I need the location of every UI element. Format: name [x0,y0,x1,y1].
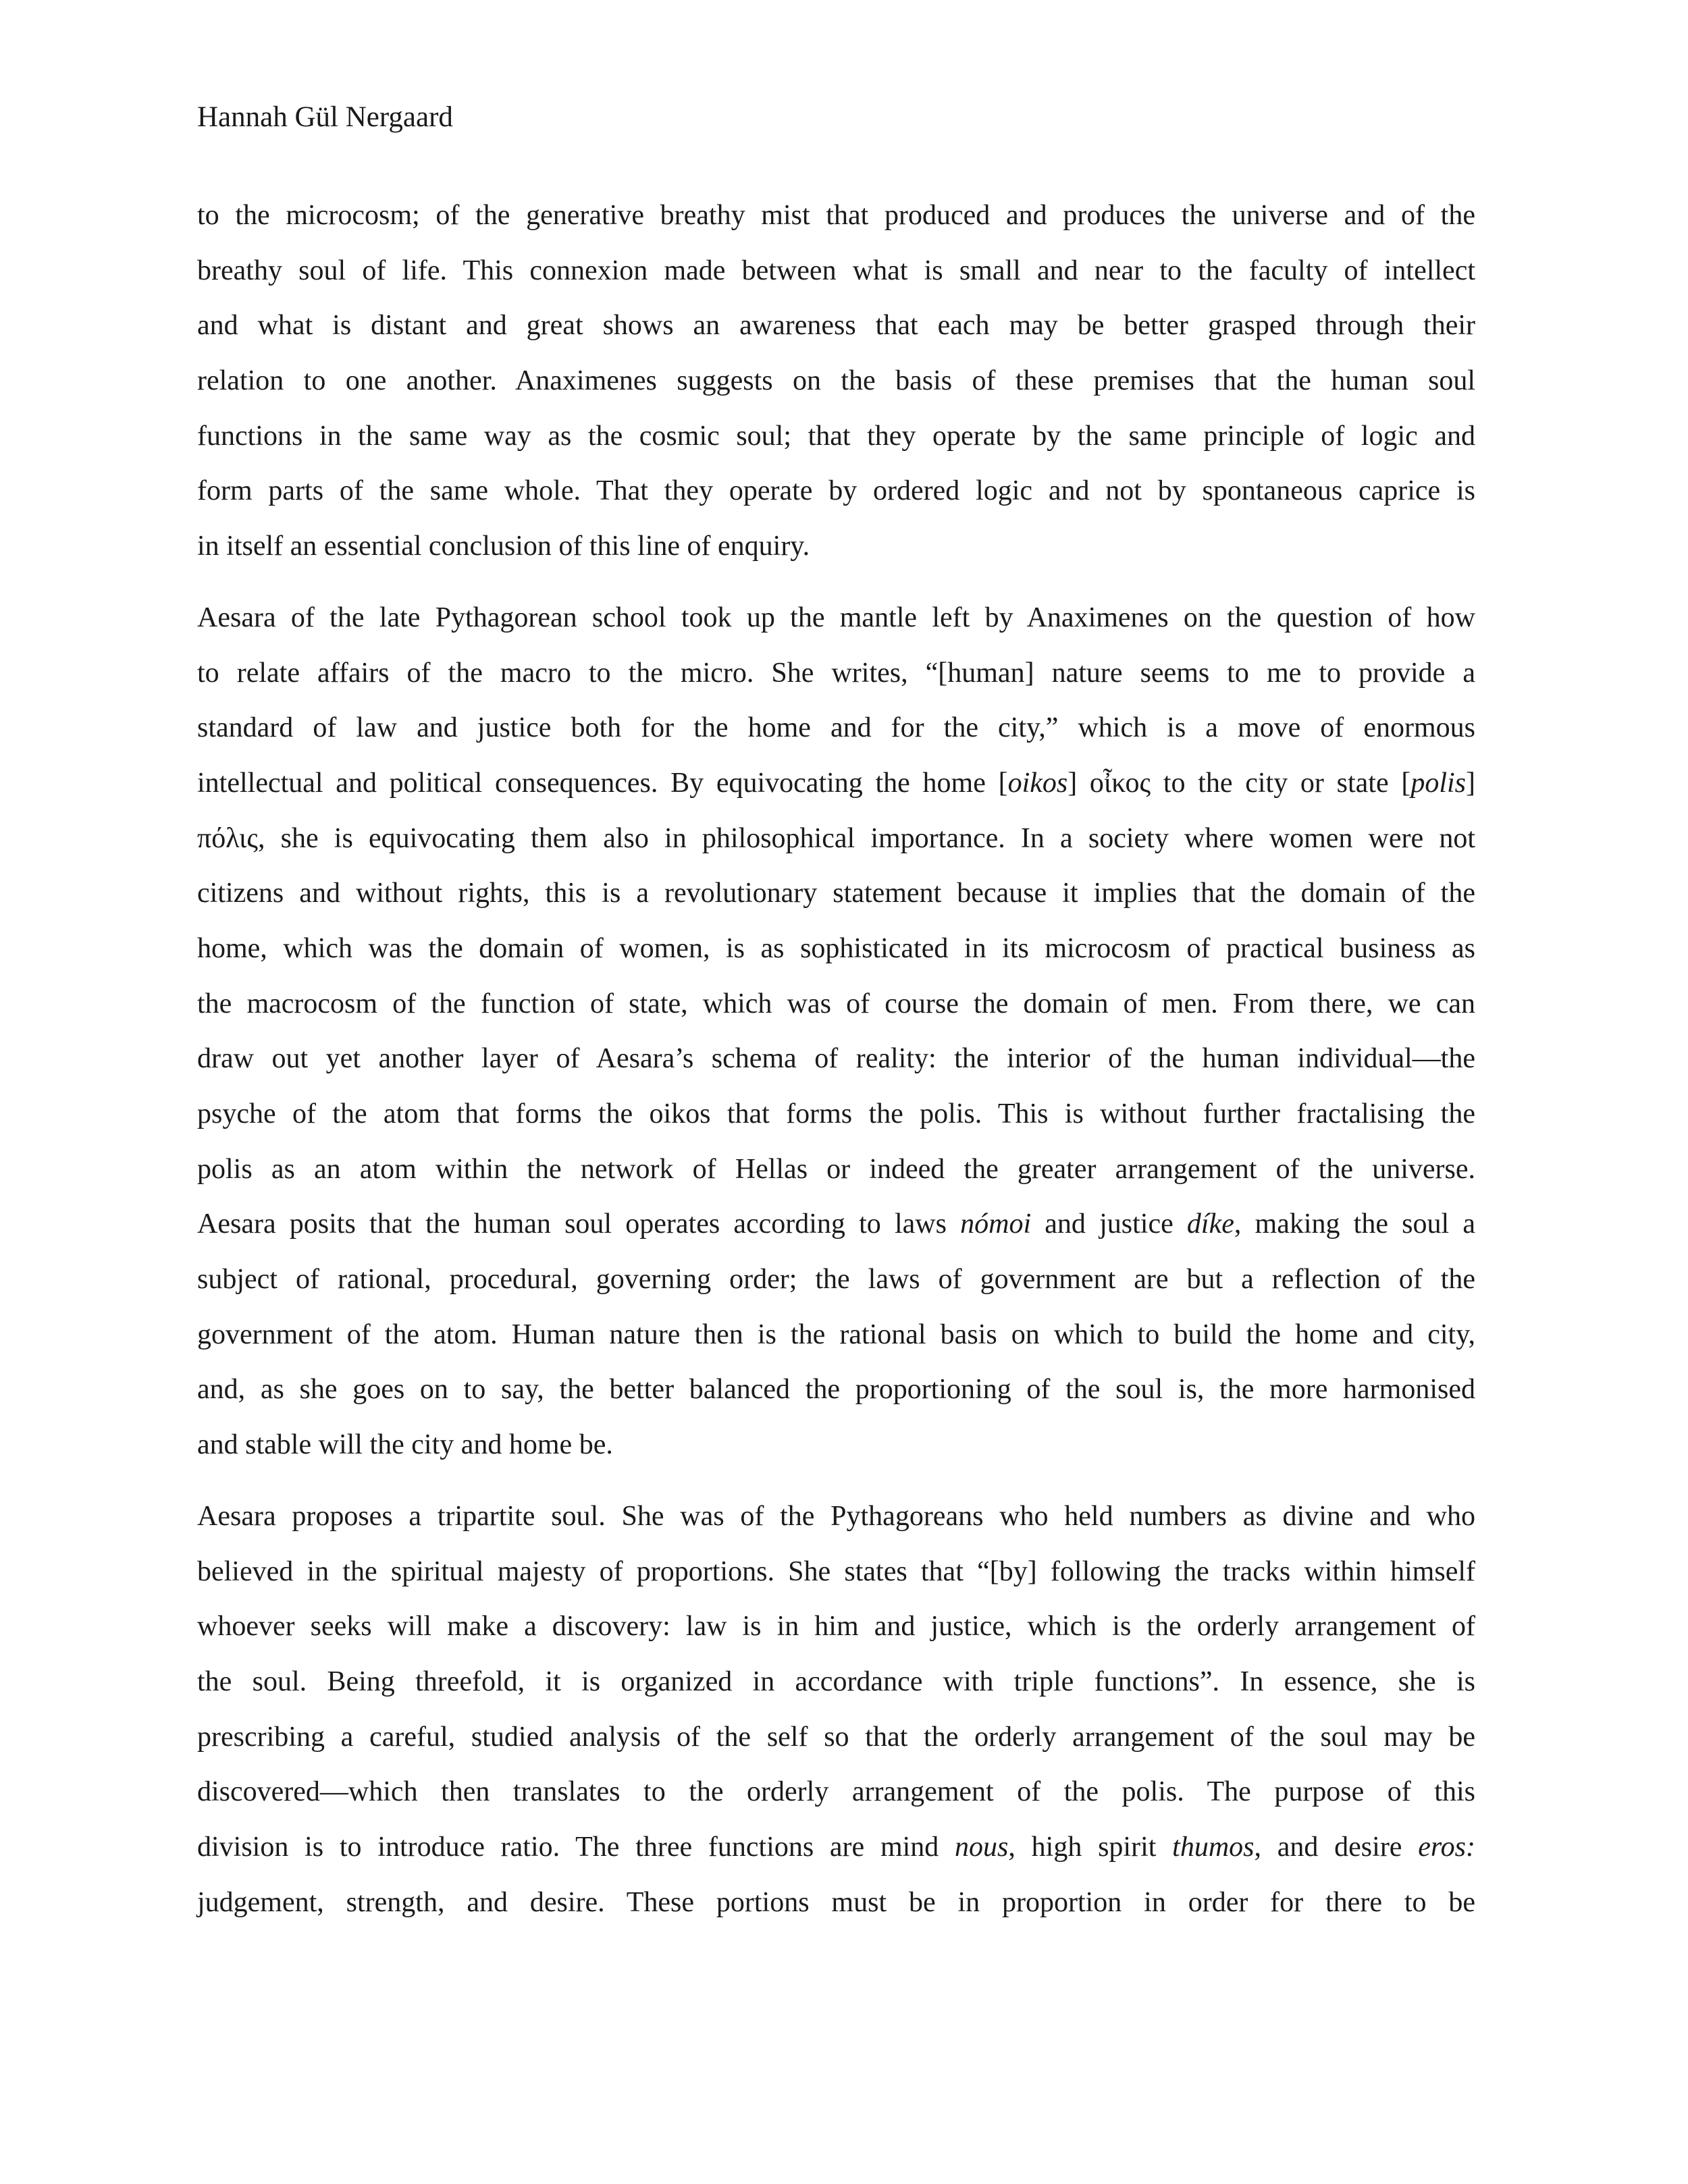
text-segment: and stable will the city and home be. [197,1429,613,1461]
text-line [197,1087,1475,1142]
text-line [197,977,1475,1032]
text-segment: subject of rational, procedural, governing order; the laws of government are but a reflection of the [197,1264,1475,1296]
text-line [197,244,1475,299]
text-segment: form parts of the same whole. That they operate by ordered logic and not by spontaneous caprice is [197,475,1475,507]
text-segment: , high spirit [1008,1831,1173,1863]
text-line [197,866,1475,922]
italic-term: oikos [1007,767,1068,799]
text-line [197,1655,1475,1710]
text-line [197,1599,1475,1655]
document-body [197,188,1475,1946]
text-line [197,1308,1475,1363]
text-line [197,1032,1475,1087]
italic-term: thumos [1172,1831,1255,1863]
text-segment: government of the atom. Human nature then is the rational basis on which to build the home and city, [197,1319,1475,1350]
text-line [197,1875,1475,1931]
text-segment: breathy soul of life. This connexion made between what is small and near to the faculty of intellect [197,255,1475,286]
text-segment: functions in the same way as the cosmic soul; that they operate by the same principle of logic and [197,420,1475,452]
text-segment: and what is distant and great shows an awareness that each may be better grasped through their [197,310,1475,342]
text-line [197,1710,1475,1765]
text-line [197,354,1475,409]
text-line [197,1197,1475,1252]
running-header-author: Hannah Gül Nergaard [197,101,453,133]
text-segment: citizens and without rights, this is a revolutionary statement because it implies that the domain of the [197,878,1475,909]
text-line [197,519,1475,575]
text-segment: believed in the spiritual majesty of proportions. She states that “[by] following the tracks within himself [197,1555,1475,1587]
text-segment: polis as an atom within the network of Hellas or indeed the greater arrangement of the universe. [197,1153,1475,1185]
text-line [197,1418,1475,1473]
text-line [197,188,1475,244]
text-segment: and justice [1031,1208,1187,1240]
italic-term: nómoi [960,1208,1032,1240]
text-segment: division is to introduce ratio. The three functions are mind [197,1831,955,1863]
text-segment: to relate affairs of the macro to the micro. She writes, “[human] nature seems to me to provide a [197,657,1475,689]
text-line [197,811,1475,867]
italic-term: eros: [1418,1831,1475,1863]
text-line [197,701,1475,756]
italic-term: nous [955,1831,1009,1863]
text-segment: and, as she goes on to say, the better balanced the proportioning of the soul is, the more harmonised [197,1374,1475,1406]
text-segment: intellectual and political consequences. By equivocating the home [ [197,767,1008,799]
paragraph [197,1489,1475,1931]
text-segment: whoever seeks will make a discovery: law is in him and justice, which is the orderly arrangement of [197,1611,1475,1643]
text-line [197,1252,1475,1308]
text-segment: , making the soul a [1234,1208,1475,1240]
text-segment: , and desire [1254,1831,1419,1863]
text-line [197,464,1475,519]
italic-term: polis [1410,767,1466,799]
text-line [197,591,1475,646]
text-segment: relation to one another. Anaximenes suggests on the basis of these premises that the human soul [197,365,1475,397]
paragraph [197,591,1475,1473]
text-segment: ] [1466,767,1475,799]
text-line [197,409,1475,464]
text-segment: standard of law and justice both for the home and for the city,” which is a move of enormous [197,712,1475,744]
text-segment: Aesara posits that the human soul operates according to laws [197,1208,961,1240]
text-segment: Aesara of the late Pythagorean school took up the mantle left by Anaximenes on the question of how [197,602,1475,633]
text-line [197,1545,1475,1600]
text-line [197,646,1475,701]
paragraph [197,188,1475,575]
text-line [197,1820,1475,1875]
text-segment: discovered—which then translates to the orderly arrangement of the polis. The purpose of this [197,1776,1475,1808]
text-line [197,922,1475,977]
text-segment: home, which was the domain of women, is as sophisticated in its microcosm of practical business as [197,932,1475,964]
text-segment: πόλις, she is equivocating them also in philosophical importance. In a society where women were not [197,822,1475,854]
text-segment: draw out yet another layer of Aesara’s schema of reality: the interior of the human individual—the [197,1043,1475,1075]
text-line [197,1489,1475,1545]
text-line [197,1142,1475,1198]
text-segment: psyche of the atom that forms the oikos that forms the polis. This is without further fractalising the [197,1098,1475,1129]
text-segment: the macrocosm of the function of state, which was of course the domain of men. From there, we can [197,988,1475,1019]
text-segment: the soul. Being threefold, it is organized in accordance with triple functions”. In essence, she is [197,1666,1475,1697]
text-segment: prescribing a careful, studied analysis of the self so that the orderly arrangement of the soul may be [197,1721,1475,1753]
text-line [197,1765,1475,1820]
text-segment: to the microcosm; of the generative breathy mist that produced and produces the universe and of the [197,200,1475,231]
italic-term: díke [1186,1208,1234,1240]
text-line [197,1362,1475,1418]
text-segment: ] οἶκος to the city or state [ [1067,767,1411,799]
text-segment: Aesara proposes a tripartite soul. She was of the Pythagoreans who held numbers as divine and who [197,1500,1475,1532]
text-line [197,756,1475,811]
text-line [197,298,1475,354]
text-segment: in itself an essential conclusion of this line of enquiry. [197,531,810,562]
text-segment: judgement, strength, and desire. These portions must be in proportion in order for there to be [197,1886,1475,1918]
